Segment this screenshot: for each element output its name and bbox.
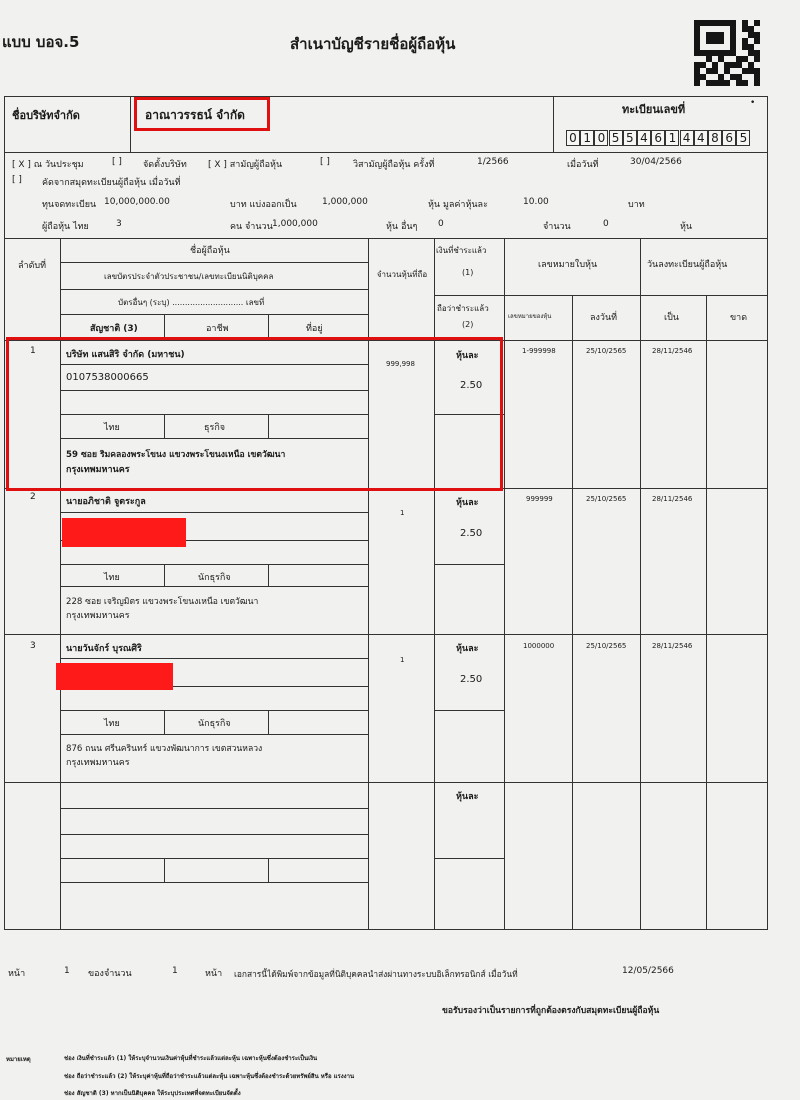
- row3-name: นายวันจักร์ บุรณศิริ: [66, 644, 142, 654]
- row3-shares: 1: [400, 656, 405, 664]
- meeting-opt3: [ X ] สามัญผู้ถือหุ้น: [208, 160, 283, 170]
- capital-par: 10.00: [523, 197, 549, 207]
- company-name: อาณาวรรธน์ จำกัด: [145, 108, 245, 122]
- row1-highlight: [6, 337, 503, 491]
- registration-digit: 5: [609, 130, 623, 146]
- bullet: •: [750, 98, 756, 108]
- other-label: หุ้น อื่นๆ: [386, 222, 418, 232]
- footer-of-label: ของจำนวน: [88, 969, 132, 979]
- row3-address2: กรุงเทพมหานคร: [66, 758, 130, 768]
- footer-printed-date: 12/05/2566: [622, 966, 674, 976]
- row3-address1: 876 ถนน ศรีนครินทร์ แขวงพัฒนาการ เขตสวนหลวง: [66, 744, 263, 754]
- other-shares: 0: [603, 219, 609, 229]
- row2-cert: 999999: [526, 495, 553, 503]
- row1-per-share: หุ้นละ: [456, 351, 479, 361]
- footer-note1: ช่อง เงินที่ชำระแล้ว (1) ให้ระบุจำนวนเงินค่าหุ้นที่ชำระแล้วแต่ละหุ้น เฉพาะหุ้นซึ่งต้องชำระเป็นเงิน: [64, 1055, 318, 1062]
- row1-paid: 2.50: [460, 380, 483, 391]
- header-reg-date: วันลงทะเบียนผู้ถือหุ้น: [647, 260, 728, 270]
- meeting-opt2-text: จัดตั้งบริษัท: [143, 160, 187, 170]
- header-cert-no: เลขหมายใบหุ้น: [538, 260, 598, 270]
- capital-baht: บาท: [628, 200, 645, 210]
- meeting-session: 1/2566: [477, 157, 509, 167]
- row3-nationality: ไทย: [104, 719, 120, 729]
- row3-occupation: นักธุรกิจ: [198, 719, 231, 729]
- row4-per-share: หุ้นละ: [456, 792, 479, 802]
- qr-code-icon: [694, 20, 760, 86]
- meeting-opt5: [ ]: [12, 175, 22, 185]
- header-other-card: บัตรอื่นๆ (ระบุ) ............................ เลขที่: [118, 298, 265, 307]
- row3-seq: 3: [30, 641, 36, 651]
- registration-digit: 0: [566, 130, 580, 146]
- row3-id-redaction: [56, 663, 173, 690]
- capital-shares: 1,000,000: [322, 197, 368, 207]
- header-paid: เงินที่ชำระแล้ว: [436, 246, 487, 255]
- header-id-line: เลขบัตรประจำตัวประชาชน/เลขทะเบียนนิติบุคคล: [104, 272, 274, 281]
- footer-note3: ช่อง สัญชาติ (3) หากเป็นนิติบุคคล ให้ระบุประเทศที่จดทะเบียนจัดตั้ง: [64, 1090, 241, 1097]
- header-cert-number-col: เลขหมายของหุ้น: [508, 313, 552, 320]
- row3-cert: 1000000: [523, 642, 555, 650]
- capital-label: ทุนจดทะเบียน: [42, 200, 97, 210]
- row1-cert-date: 25/10/2565: [586, 347, 627, 355]
- registration-digit: 4: [694, 130, 708, 146]
- footer-remark-label: หมายเหตุ: [6, 1056, 31, 1063]
- capital-divided: บาท แบ่งออกเป็น: [230, 200, 297, 210]
- registration-digit: 6: [722, 130, 736, 146]
- footer-pages-label: หน้า: [205, 969, 223, 979]
- header-occupation: อาชีพ: [206, 324, 229, 334]
- row2-occupation: นักธุรกิจ: [198, 573, 231, 583]
- other-count: 0: [438, 219, 444, 229]
- row2-per-share: หุ้นละ: [456, 498, 479, 508]
- row3-paid: 2.50: [460, 674, 483, 685]
- header-paid-note: (1): [462, 268, 474, 277]
- thai-holders-label: ผู้ถือหุ้น ไทย: [42, 222, 89, 232]
- row2-cert-date: 25/10/2565: [586, 495, 627, 503]
- amount-label: จำนวน: [543, 222, 571, 232]
- header-nationality: สัญชาติ (3): [90, 324, 138, 334]
- registration-label: ทะเบียนเลขที่: [622, 103, 686, 116]
- row2-nationality: ไทย: [104, 573, 120, 583]
- header-cert-date: ลงวันที่: [590, 313, 618, 323]
- footer-page: 1: [64, 966, 70, 976]
- capital-par-label: หุ้น มูลค่าหุ้นละ: [428, 200, 488, 210]
- row1-name: บริษัท แสนสิริ จำกัด (มหาชน): [66, 350, 185, 360]
- header-deemed-note: (2): [462, 320, 474, 329]
- row2-address1: 228 ซอย เจริญมิตร แขวงพระโขนงเหนือ เขตวัฒนา: [66, 597, 259, 607]
- header-shares-held: จำนวนหุ้นที่ถือ: [376, 270, 428, 279]
- form-code: แบบ บอจ.5: [2, 33, 80, 51]
- thai-holders-count: 3: [116, 219, 122, 229]
- meeting-opt4: [ ]: [320, 157, 330, 167]
- row2-shares: 1: [400, 509, 405, 517]
- row2-id-redaction: [62, 518, 186, 547]
- footer-certify: ขอรับรองว่าเป็นรายการที่ถูกต้องตรงกับสมุดทะเบียนผู้ถือหุ้น: [442, 1006, 660, 1016]
- meeting-date-label: เมื่อวันที่: [567, 160, 599, 170]
- meeting-date: 30/04/2566: [630, 157, 682, 167]
- registration-digit: 0: [594, 130, 608, 146]
- footer-statement: เอกสารนี้ได้พิมพ์จากข้อมูลที่นิติบุคคลนำส่งผ่านทางระบบอิเล็กทรอนิกส์ เมื่อวันที่: [234, 969, 518, 979]
- row1-reg-date: 28/11/2546: [652, 347, 693, 355]
- capital-amount: 10,000,000.00: [104, 197, 170, 207]
- header-deemed-paid: ถือว่าชำระแล้ว: [437, 304, 489, 313]
- company-name-highlight: [134, 97, 270, 131]
- registration-digit: 1: [580, 130, 594, 146]
- registration-digit: 8: [708, 130, 722, 146]
- row1-address2: กรุงเทพมหานคร: [66, 465, 130, 475]
- row3-reg-date: 28/11/2546: [652, 642, 693, 650]
- row3-per-share: หุ้นละ: [456, 644, 479, 654]
- share-unit: หุ้น: [680, 222, 693, 232]
- registration-digit: 5: [736, 130, 750, 146]
- registration-digit: 4: [637, 130, 651, 146]
- row1-id: 0107538000665: [66, 372, 149, 383]
- registration-digit: 5: [623, 130, 637, 146]
- row1-cert: 1-999998: [522, 347, 556, 355]
- registration-digit: 4: [680, 130, 694, 146]
- row2-reg-date: 28/11/2546: [652, 495, 693, 503]
- company-label: ชื่อบริษัทจำกัด: [12, 109, 80, 122]
- registration-digit: 1: [665, 130, 679, 146]
- footer-total: 1: [172, 966, 178, 976]
- row1-shares: 999,998: [386, 360, 415, 368]
- header-seq: ลำดับที่: [18, 261, 47, 271]
- row1-seq: 1: [30, 346, 36, 356]
- row1-address1: 59 ซอย ริมคลองพระโขนง แขวงพระโขนงเหนือ เขตวัฒนา: [66, 450, 286, 460]
- row2-seq: 2: [30, 492, 36, 502]
- meeting-opt2: [ ]: [112, 157, 122, 167]
- row3-cert-date: 25/10/2565: [586, 642, 627, 650]
- row2-name: นายอภิชาติ จูตระกูล: [66, 497, 146, 507]
- row2-paid: 2.50: [460, 528, 483, 539]
- meeting-opt1: [ X ] ณ วันประชุม: [12, 160, 84, 170]
- header-address: ที่อยู่: [306, 324, 323, 334]
- row1-occupation: ธุรกิจ: [204, 423, 226, 433]
- row2-address2: กรุงเทพมหานคร: [66, 611, 130, 621]
- header-holder-name: ชื่อผู้ถือหุ้น: [190, 246, 230, 256]
- thai-shares: 1,000,000: [272, 219, 318, 229]
- persons-label: คน จำนวน: [230, 222, 273, 232]
- registration-digit: 6: [651, 130, 665, 146]
- footer-page-label: หน้า: [8, 969, 26, 979]
- page-title: สำเนาบัญชีรายชื่อผู้ถือหุ้น: [290, 35, 456, 53]
- footer-note2: ช่อง ถือว่าชำระแล้ว (2) ให้ระบุค่าหุ้นที่ถือว่าชำระแล้วแต่ละหุ้น เฉพาะหุ้นซึ่งต้องชำระด้วยทรัพย์สิน หรือ แรงงาน: [64, 1073, 355, 1080]
- header-became: เป็น: [664, 313, 679, 323]
- row1-nationality: ไทย: [104, 423, 120, 433]
- meeting-opt5-text: คัดจากสมุดทะเบียนผู้ถือหุ้น เมื่อวันที่: [42, 178, 181, 188]
- meeting-opt4-text: วิสามัญผู้ถือหุ้น ครั้งที่: [353, 160, 435, 170]
- header-ceased: ขาด: [730, 313, 748, 323]
